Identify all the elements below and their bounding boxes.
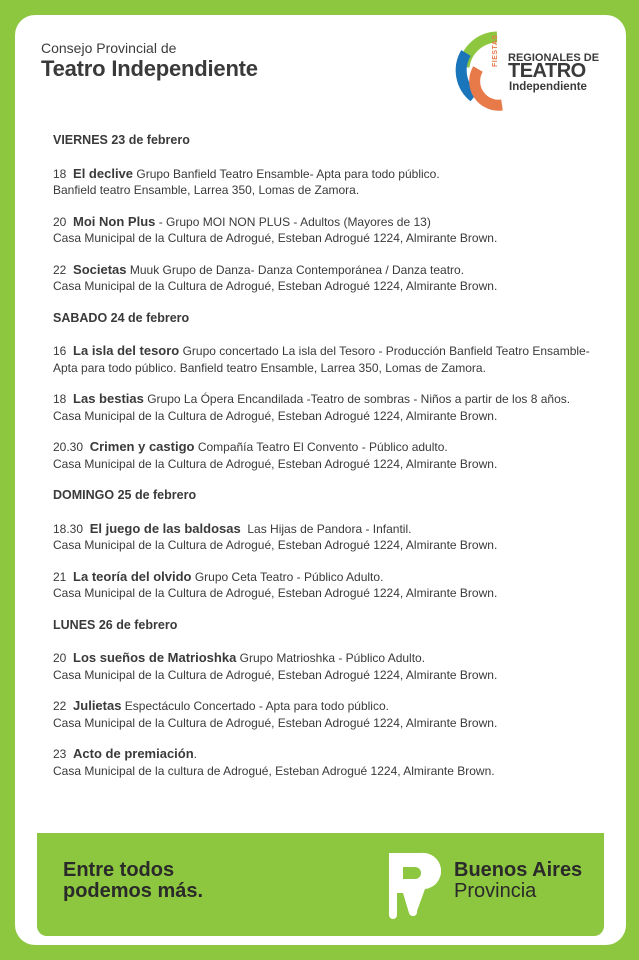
event-item [53, 569, 608, 602]
slogan [63, 860, 203, 902]
event-address: Casa Municipal de la Cultura de Adrogué, Esteban Adrogué 1224, Almirante Brown. [53, 667, 498, 682]
event-item [53, 343, 608, 376]
brand-line1: Buenos Aires [454, 859, 583, 881]
event-time: 18.30 [53, 521, 84, 536]
buenos-aires-p-logo-icon [381, 849, 441, 921]
event-name: Los sueños de Matrioshka [73, 650, 237, 665]
logo-regionales: REGIONALES DE [508, 52, 600, 64]
event-address: Casa Municipal de la Cultura de Adrogué, Esteban Adrogué 1224, Almirante Brown. [53, 279, 498, 293]
day-title: LUNES 26 de febrero [53, 617, 178, 632]
day-title: DOMINGO 25 de febrero [53, 488, 197, 502]
event-name: Moi Non Plus [73, 213, 156, 229]
event-desc: Grupo Ceta Teatro - Público Adulto. [194, 569, 384, 584]
event-address: Casa Municipal de la cultura de Adrogué, Esteban Adrogué 1224, Almirante Brown. [53, 763, 495, 778]
event-address: Casa Municipal de la Cultura de Adrogué, Esteban Adrogué 1224, Almirante Brown. [53, 715, 498, 730]
event-item [53, 391, 608, 424]
event-address: Banfield teatro Ensamble, Larrea 350, Lomas de Zamora. [53, 183, 360, 197]
logo-independiente: Independiente [509, 81, 587, 93]
event-time: 16 [53, 344, 67, 358]
event-name: Societas [73, 261, 127, 277]
day-title: VIERNES 23 de febrero [53, 133, 190, 147]
slogan-line2: podemos más. [63, 880, 204, 902]
event-desc: Compañía Teatro El Convento - Público adulto. [197, 440, 448, 454]
event-time: 20 [53, 651, 67, 665]
slogan-line1: Entre todos [63, 859, 175, 881]
schedule [53, 132, 608, 779]
event-desc: Grupo La Ópera Encandilada -Teatro de sombras - Niños a partir de los 8 años. [147, 392, 571, 406]
buenos-aires-brand [454, 860, 582, 902]
event-name: Acto de premiación [73, 746, 194, 761]
event-time: 23 [53, 747, 67, 761]
event-desc: Grupo concertado La isla del Tesoro - Producción Banfield Teatro Ensamble- Apta para todo público. Banfield teatro Ensamble, Larrea 350, Lomas de Zamora. [53, 344, 590, 375]
event-name: La teoría del olvido [73, 568, 192, 584]
event-desc: Espectáculo Concertado - Apta para todo público. [124, 699, 389, 713]
event-item [53, 166, 608, 199]
council-line2: Teatro Independiente [41, 56, 258, 81]
council-title [41, 40, 258, 82]
event-name: Crimen y castigo [89, 439, 195, 454]
day-title: SABADO 24 de febrero [53, 310, 190, 325]
event-time: 20 [53, 214, 67, 229]
event-item [53, 698, 608, 731]
event-name: El declive [73, 165, 134, 181]
event-time: 21 [53, 569, 67, 584]
event-desc: Muuk Grupo de Danza- Danza Contemporánea / Danza teatro. [129, 262, 465, 277]
event-address: Casa Municipal de la Cultura de Adrogué, Esteban Adrogué 1224, Almirante Brown. [53, 586, 498, 600]
council-line1: Consejo Provincial de [41, 40, 177, 56]
event-name: El juego de las baldosas [89, 520, 241, 536]
event-address: Casa Municipal de la Cultura de Adrogué, Esteban Adrogué 1224, Almirante Brown. [53, 456, 498, 471]
fiestas-regionales-logo [452, 25, 612, 115]
event-time: 20.30 [53, 440, 84, 454]
event-item [53, 439, 608, 472]
event-desc: . [193, 747, 198, 761]
event-item [53, 521, 608, 554]
event-address: Casa Municipal de la Cultura de Adrogué, Esteban Adrogué 1224, Almirante Brown. [53, 408, 498, 423]
event-time: 18 [53, 166, 67, 181]
event-time: 22 [53, 699, 67, 713]
footer-banner [37, 833, 604, 936]
event-address: Casa Municipal de la Cultura de Adrogué, Esteban Adrogué 1224, Almirante Brown. [53, 538, 498, 552]
event-item [53, 650, 608, 683]
event-desc: - Grupo MOI NON PLUS - Adultos (Mayores de 13) [158, 214, 431, 229]
event-item [53, 746, 608, 779]
event-desc: Grupo Matrioshka - Público Adulto. [239, 651, 426, 665]
event-name: Las bestias [73, 391, 144, 406]
event-name: La isla del tesoro [73, 343, 180, 358]
event-item [53, 262, 608, 295]
event-time: 18 [53, 392, 67, 406]
logo-teatro: TEATRO [508, 60, 586, 82]
event-desc: Grupo Banfield Teatro Ensamble- Apta para todo público. [136, 166, 440, 181]
event-item [53, 214, 608, 247]
logo-fiestas: FIESTAS [492, 34, 499, 67]
poster-card [15, 15, 626, 945]
event-desc: Las Hijas de Pandora - Infantil. [247, 521, 412, 536]
event-address: Casa Municipal de la Cultura de Adrogué, Esteban Adrogué 1224, Almirante Brown. [53, 231, 498, 245]
event-name: Julietas [73, 698, 122, 713]
brand-line2: Provincia [454, 880, 537, 902]
event-time: 22 [53, 262, 67, 277]
